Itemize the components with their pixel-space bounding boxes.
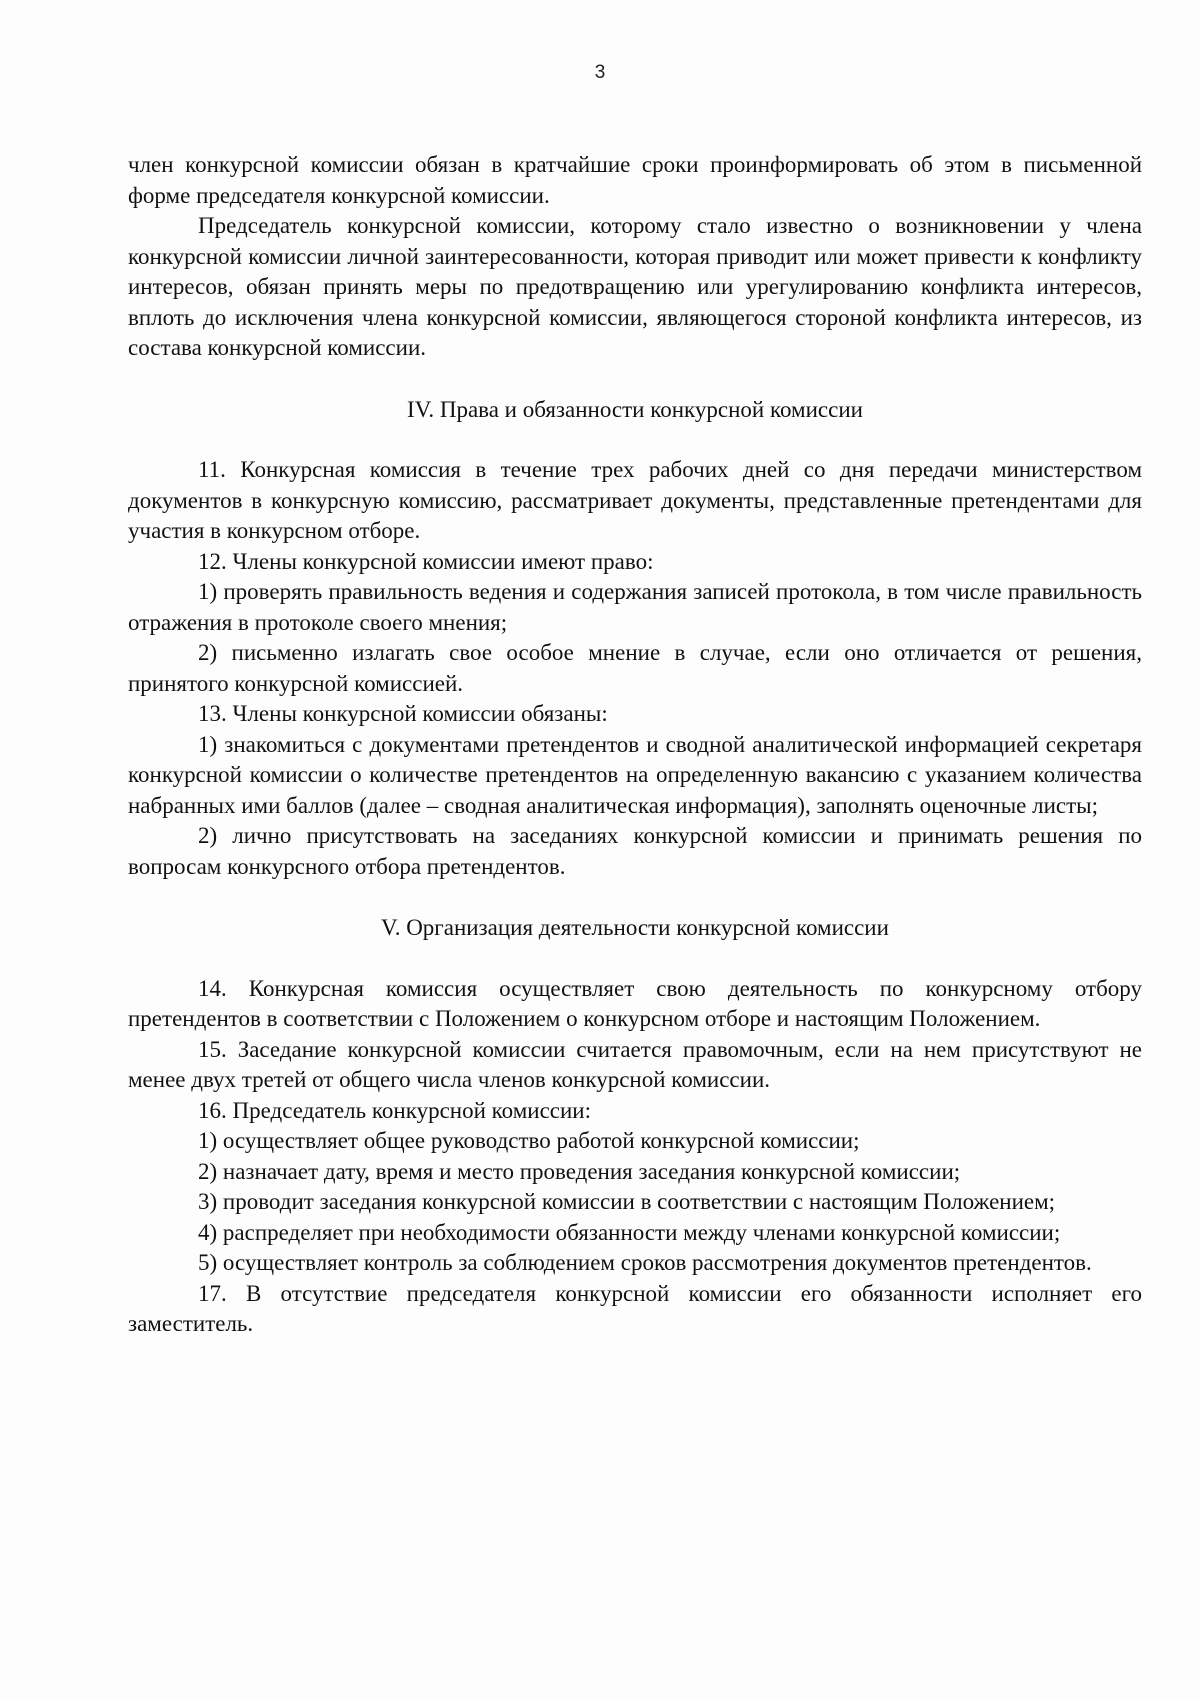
clause-12: 12. Члены конкурсной комиссии имеют право: <box>198 548 654 574</box>
clause-12-subitem-2: 2) письменно излагать свое особое мнение в случае, если оно отличается от решения, принятого конкурсной комиссией. <box>128 640 1142 696</box>
paragraph: Председатель конкурсной комиссии, которому стало известно о возникновении у члена конкурсной комиссии личной заинтересованности, которая приводит или может привести к конфликту интересов, обязан принять меры по предотвращению или урегулированию конфликта интересов, вплоть до исключения члена конкурсной комиссии, являющегося стороной конфликта интересов, из состава конкурсной комиссии. <box>128 213 1142 360</box>
clause-16-subitem-4: 4) распределяет при необходимости обязанности между членами конкурсной комиссии; <box>198 1219 1061 1245</box>
clause-16-subitem-1: 1) осуществляет общее руководство работой конкурсной комиссии; <box>198 1128 860 1153</box>
clause-11: 11. Конкурсная комиссия в течение трех рабочих дней со дня передачи министерством документов в конкурсную комиссию, рассматривает документы, представленные претендентами для участия в конкурсном отборе. <box>128 457 1142 543</box>
section-title: V. Организация деятельности конкурсной комиссии <box>381 915 889 940</box>
clause-12-subitem-1: 1) проверять правильность ведения и содержания записей протокола, в том числе правильность отражения в протоколе своего мнения; <box>128 579 1142 635</box>
clause-13-subitem-1: 1) знакомиться с документами претендентов и сводной аналитической информацией секретаря конкурсной комиссии о количестве претендентов на определенную вакансию с указанием количества набранных ими баллов (далее – сводная аналитическая информация), заполнять оценочные листы; <box>128 731 1142 818</box>
document-body <box>128 150 1142 1340</box>
section-title: IV. Права и обязанности конкурсной комиссии <box>407 396 863 422</box>
paragraph: член конкурсной комиссии обязан в кратчайшие сроки проинформировать об этом в письменной форме председателя конкурсной комиссии. <box>128 152 1142 208</box>
page-number: 3 <box>594 62 606 83</box>
clause-17: 17. В отсутствие председателя конкурсной комиссии его обязанности исполняет его заместитель. <box>128 1280 1142 1336</box>
clause-16: 16. Председатель конкурсной комиссии: <box>198 1097 591 1123</box>
clause-16-subitem-5: 5) осуществляет контроль за соблюдением сроков рассмотрения документов претендентов. <box>198 1250 1092 1275</box>
clause-15: 15. Заседание конкурсной комиссии считается правомочным, если на нем присутствуют не менее двух третей от общего числа членов конкурсной комиссии. <box>128 1036 1142 1092</box>
clause-13: 13. Члены конкурсной комиссии обязаны: <box>198 701 608 726</box>
clause-14: 14. Конкурсная комиссия осуществляет свою деятельность по конкурсному отбору претендентов в соответствии с Положением о конкурсном отборе и настоящим Положением. <box>128 975 1142 1031</box>
clause-16-subitem-3: 3) проводит заседания конкурсной комиссии в соответствии с настоящим Положением; <box>198 1189 1056 1214</box>
clause-13-subitem-2: 2) лично присутствовать на заседаниях конкурсной комиссии и принимать решения по вопросам конкурсного отбора претендентов. <box>128 823 1142 879</box>
clause-16-subitem-2: 2) назначает дату, время и место проведения заседания конкурсной комиссии; <box>198 1158 961 1184</box>
